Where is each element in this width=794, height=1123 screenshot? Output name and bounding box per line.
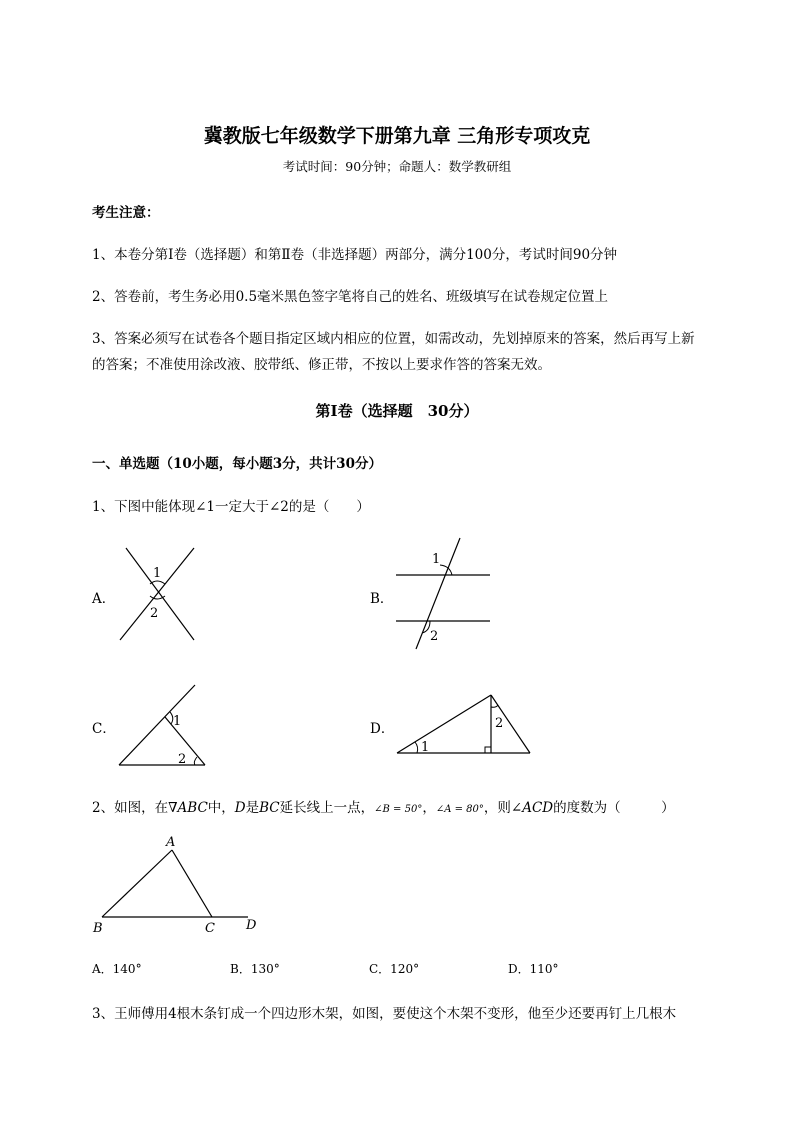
vertex-label-a: A bbox=[166, 835, 176, 850]
angle-label-1: 1 bbox=[432, 552, 441, 567]
question-1-stem: 1、下图中能体现∠1一定大于∠2的是（ ） bbox=[92, 499, 370, 515]
angle-label-1: 1 bbox=[153, 566, 162, 581]
q2-stem-text: 中， bbox=[207, 800, 235, 816]
exam-info: 考试时间：90分钟；命题人：数学教研组 bbox=[282, 159, 512, 174]
notice-item-2: 2、答卷前，考生务必用0.5毫米黑色签字笔将自己的姓名、班级填写在试卷规定位置上 bbox=[92, 289, 609, 305]
q1-option-c-label: C． bbox=[92, 721, 116, 737]
q2-figure bbox=[88, 832, 268, 940]
part-title: 一、单选题（10小题，每小题3分，共计30分） bbox=[92, 456, 382, 472]
q2-angle-acd: ∠ACD bbox=[510, 800, 554, 816]
angle-label-2: 2 bbox=[150, 606, 159, 621]
q2-stem-end: 的度数为（ ） bbox=[553, 800, 675, 816]
q2-point-d: D bbox=[234, 800, 246, 816]
q2-separator: ， bbox=[422, 800, 436, 816]
question-2-stem bbox=[92, 796, 675, 816]
line bbox=[126, 548, 194, 640]
angle-label-2: 2 bbox=[178, 752, 187, 767]
q1-option-b-label: B． bbox=[370, 591, 394, 607]
page-title: 冀教版七年级数学下册第九章 三角形专项攻克 bbox=[203, 125, 591, 147]
vertex-label-c: C bbox=[205, 921, 215, 936]
q2-option-d: D．110° bbox=[508, 962, 559, 976]
q2-option-a: A．140° bbox=[92, 962, 142, 976]
line bbox=[397, 695, 491, 753]
question-3-stem: 3、王师傅用4根木条钉成一个四边形木架，如图，要使这个木架不变形，他至少还要再钉上几根木 bbox=[92, 1006, 677, 1022]
q1-option-a-label: A． bbox=[92, 591, 116, 607]
q2-angle-b: ∠B = 50° bbox=[374, 804, 423, 815]
angle-label-2: 2 bbox=[430, 629, 439, 644]
q2-stem-text: 是 bbox=[245, 800, 260, 816]
angle-arc bbox=[491, 705, 498, 707]
q2-option-c: C．120° bbox=[369, 962, 420, 976]
q2-stem-prefix: 2、如图，在 bbox=[92, 800, 169, 816]
q1-figure-c bbox=[115, 680, 210, 772]
q2-angle-a: ∠A = 80° bbox=[435, 804, 484, 815]
q1-figure-d bbox=[393, 690, 535, 760]
vertex-label-b: B bbox=[93, 921, 103, 936]
angle-arc bbox=[415, 742, 418, 753]
angle-label-2: 2 bbox=[495, 716, 504, 731]
notice-item-3-line2: 的答案；不准使用涂改液、胶带纸、修正带，不按以上要求作答的答案无效。 bbox=[92, 357, 551, 373]
angle-arc bbox=[194, 757, 197, 765]
q1-option-d-label: D． bbox=[370, 721, 395, 737]
line bbox=[102, 850, 172, 917]
notice-item-1: 1、本卷分第Ⅰ卷（选择题）和第Ⅱ卷（非选择题）两部分，满分100分，考试时间90分钟 bbox=[92, 247, 618, 263]
right-angle-mark bbox=[485, 747, 491, 753]
vertex-label-d: D bbox=[246, 918, 257, 933]
q2-triangle: ∇ABC bbox=[168, 800, 208, 816]
line bbox=[120, 548, 194, 640]
q2-segment-bc: BC bbox=[259, 800, 280, 816]
q2-option-b: B．130° bbox=[230, 962, 280, 976]
q2-stem-text: ，则 bbox=[483, 800, 511, 816]
section-title: 第Ⅰ卷（选择题 30分） bbox=[315, 402, 479, 420]
line bbox=[172, 850, 212, 917]
angle-label-1: 1 bbox=[421, 740, 430, 755]
q1-figure-a bbox=[110, 540, 205, 645]
angle-label-1: 1 bbox=[173, 714, 182, 729]
q1-figure-b bbox=[392, 535, 497, 653]
notice-item-3-line1: 3、答案必须写在试卷各个题目指定区域内相应的位置，如需改动，先划掉原来的答案，然后再写上新 bbox=[92, 331, 695, 347]
notice-heading: 考生注意： bbox=[92, 205, 160, 221]
q2-stem-text: 延长线上一点， bbox=[279, 800, 375, 816]
